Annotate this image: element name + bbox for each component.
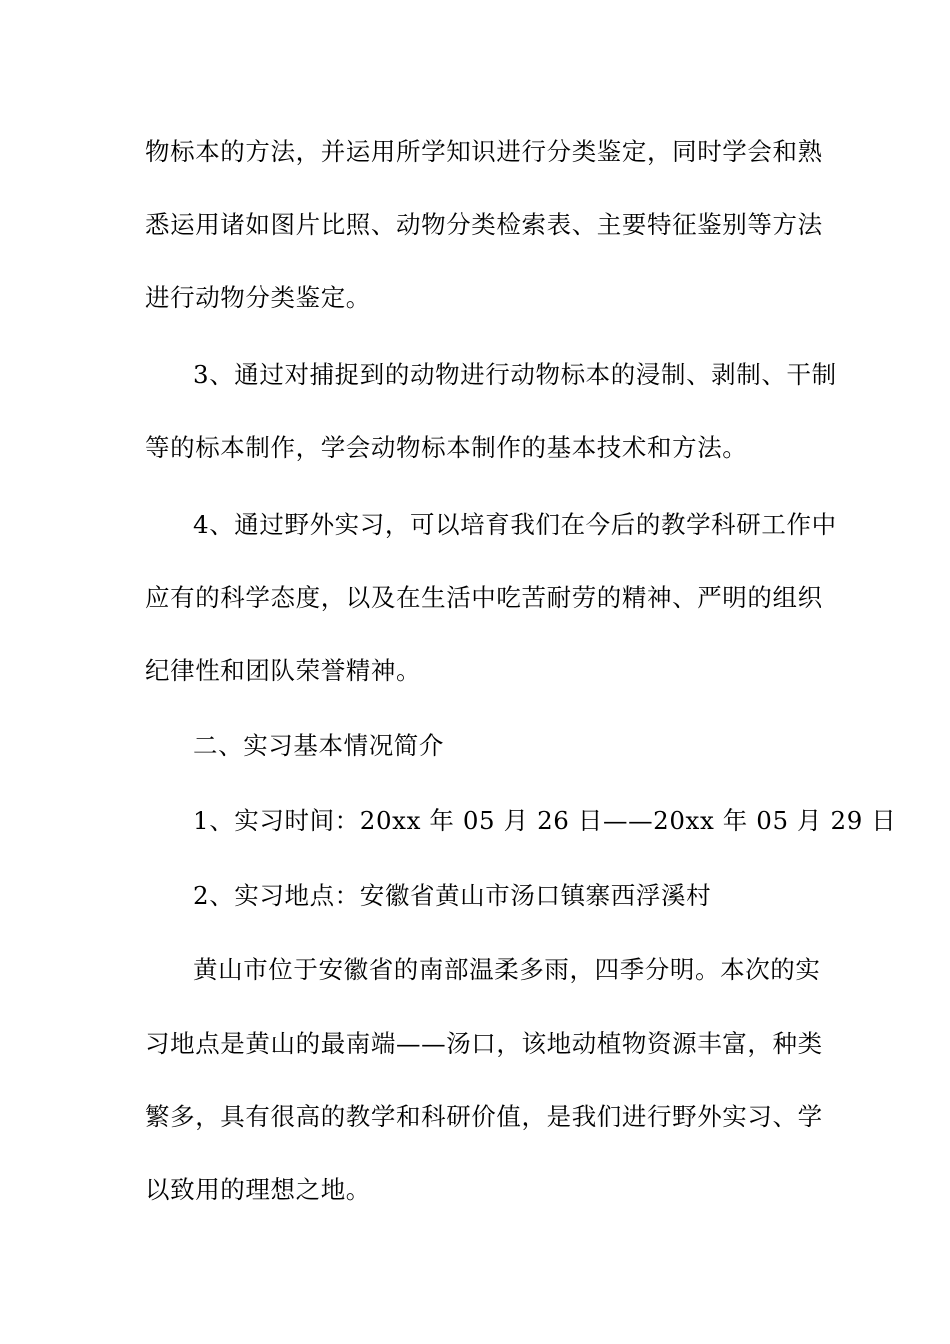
- paragraph-line: 繁多，具有很高的教学和科研价值，是我们进行野外实习、学: [145, 1102, 823, 1131]
- paragraph-line: 4、通过野外实习，可以培育我们在今后的教学科研工作中: [193, 510, 837, 539]
- paragraph-line: 纪律性和团队荣誉精神。: [145, 656, 422, 685]
- paragraph-line: 等的标本制作，学会动物标本制作的基本技术和方法。: [145, 433, 748, 462]
- paragraph-line: 物标本的方法，并运用所学知识进行分类鉴定，同时学会和熟: [145, 137, 823, 166]
- paragraph-line: 黄山市位于安徽省的南部温柔多雨，四季分明。本次的实: [193, 955, 821, 984]
- internship-place: 2、实习地点：安徽省黄山市汤口镇寨西浮溪村: [193, 881, 712, 910]
- paragraph-line: 3、通过对捕捉到的动物进行动物标本的浸制、剥制、干制: [193, 360, 837, 389]
- section-heading: 二、实习基本情况简介: [193, 731, 444, 760]
- paragraph-line: 进行动物分类鉴定。: [145, 283, 371, 312]
- paragraph-line: 悉运用诸如图片比照、动物分类检索表、主要特征鉴别等方法: [145, 210, 823, 239]
- paragraph-line: 习地点是黄山的最南端——汤口，该地动植物资源丰富，种类: [145, 1029, 823, 1058]
- internship-time: 1、实习时间：20xx 年 05 月 26 日——20xx 年 05 月 29 日: [193, 806, 897, 835]
- paragraph-line: 应有的科学态度，以及在生活中吃苦耐劳的精神、严明的组织: [145, 583, 823, 612]
- paragraph-line: 以致用的理想之地。: [145, 1175, 371, 1204]
